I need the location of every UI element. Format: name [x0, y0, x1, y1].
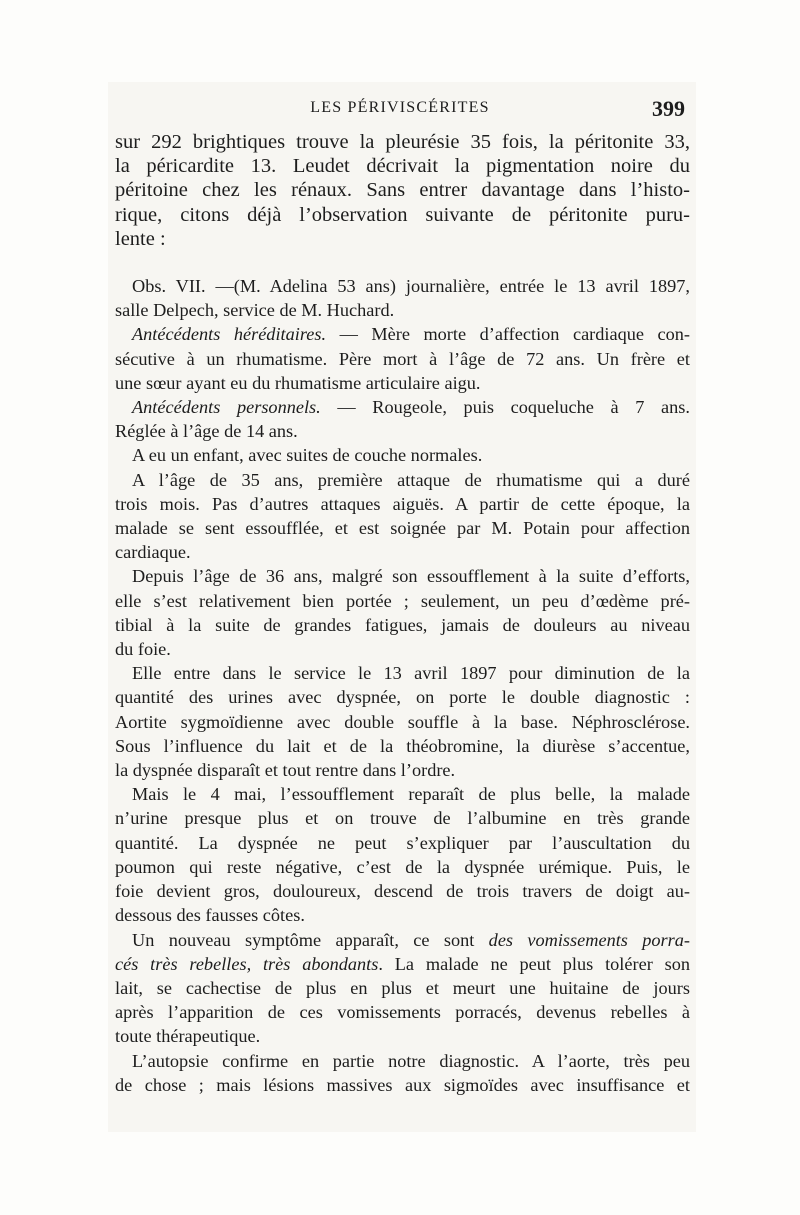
hereditary-history-line [115, 322, 690, 346]
text-line: poumon qui reste négative, c’est de la dyspnée urémique. Puis, le [115, 856, 690, 877]
vomiting-line-continued [115, 952, 690, 976]
text-line: Mais le 4 mai, l’essoufflement reparaît de plus belle, la malade [132, 784, 690, 805]
text-line: L’autopsie confirme en partie notre diagnostic. A l’aorte, très peu [132, 1050, 690, 1071]
running-title: LES PÉRIVISCÉRITES [310, 99, 490, 116]
page-body [115, 130, 690, 1097]
text-line: A eu un enfant, avec suites de couche normales. [132, 445, 483, 466]
page-number: 399 [652, 96, 685, 121]
vomiting-line [115, 928, 690, 952]
text-line: malade se sent essoufflée, et est soignée par M. Potain pour affection [115, 518, 690, 539]
text-line: elle s’est relativement bien portée ; seulement, un peu d’œdème pré- [115, 590, 690, 611]
text-line: Réglée à l’âge de 14 ans. [115, 421, 298, 442]
text-line: salle Delpech, service de M. Huchard. [115, 300, 395, 321]
text-line: la dyspnée disparaît et tout rentre dans l’ordre. [115, 760, 456, 781]
observation-block [115, 274, 690, 1097]
text-line: péritoine chez les rénaux. Sans entrer davantage dans l’histo- [115, 179, 690, 202]
text-line: Elle entre dans le service le 13 avril 1897 pour diminution de la [132, 663, 690, 684]
hereditary-history-label: Antécédents héréditaires. [132, 324, 327, 345]
text-line: toute thérapeutique. [115, 1026, 261, 1047]
text-line: une sœur ayant eu du rhumatisme articulaire aigu. [115, 372, 481, 393]
text-line: dessous des fausses côtes. [115, 905, 305, 926]
text-span: Un nouveau symptôme apparaît, ce sont [132, 929, 489, 950]
text-line: foie devient gros, douloureux, descend de trois travers de doigt au- [115, 881, 690, 902]
intro-paragraph [115, 130, 690, 251]
personal-history-line [115, 395, 690, 419]
text-line: rique, citons déjà l’observation suivante de péritonite puru- [115, 203, 690, 226]
text-line: n’urine presque plus et on trouve de l’albumine en très grande [115, 808, 690, 829]
text-line: lente : [115, 227, 166, 250]
text-line: Aortite sygmoïdienne avec double souffle à la base. Néphrosclérose. [115, 711, 690, 732]
text-span: . La malade ne peut plus tolérer son [378, 953, 690, 974]
text-line: tibial à la suite de grandes fatigues, jamais de douleurs au niveau [115, 614, 690, 635]
observation-heading: Obs. VII. —(M. Adelina 53 ans) journalière, entrée le 13 avril 1897, [132, 276, 690, 297]
page-header [115, 97, 685, 123]
text-line: sur 292 brightiques trouve la pleurésie 35 fois, la péritonite 33, [115, 131, 690, 153]
text-line: de chose ; mais lésions massives aux sigmoïdes avec insuffisance et [115, 1074, 690, 1095]
text-span: — Rougeole, puis coqueluche à 7 ans. [320, 397, 690, 418]
text-line: sécutive à un rhumatisme. Père mort à l’âge de 72 ans. Un frère et [115, 348, 690, 369]
text-line: trois mois. Pas d’autres attaques aiguës. A partir de cette époque, la [115, 493, 690, 514]
text-line: Depuis l’âge de 36 ans, malgré son essoufflement à la suite d’efforts, [132, 566, 690, 587]
text-line: A l’âge de 35 ans, première attaque de rhumatisme qui a duré [132, 469, 690, 490]
text-line: cardiaque. [115, 542, 191, 563]
emphasis-text: cés très rebelles, très abondants [115, 953, 379, 974]
text-line: quantité des urines avec dyspnée, on porte le double diagnostic : [115, 687, 690, 708]
text-line: après l’apparition de ces vomissements porracés, devenus rebelles à [115, 1002, 690, 1023]
text-line: quantité. La dyspnée ne peut s’expliquer par l’auscultation du [115, 832, 690, 853]
text-line: Sous l’influence du lait et de la théobromine, la diurèse s’accentue, [115, 735, 690, 756]
text-line: du foie. [115, 639, 171, 660]
personal-history-label: Antécédents personnels. [132, 397, 321, 418]
text-line: la péricardite 13. Leudet décrivait la pigmentation noire du [115, 155, 690, 178]
emphasis-text: des vomissements porra- [488, 929, 690, 950]
text-span: — Mère morte d’affection cardiaque con- [326, 324, 690, 345]
text-line: lait, se cachectise de plus en plus et meurt une huitaine de jours [115, 977, 690, 998]
